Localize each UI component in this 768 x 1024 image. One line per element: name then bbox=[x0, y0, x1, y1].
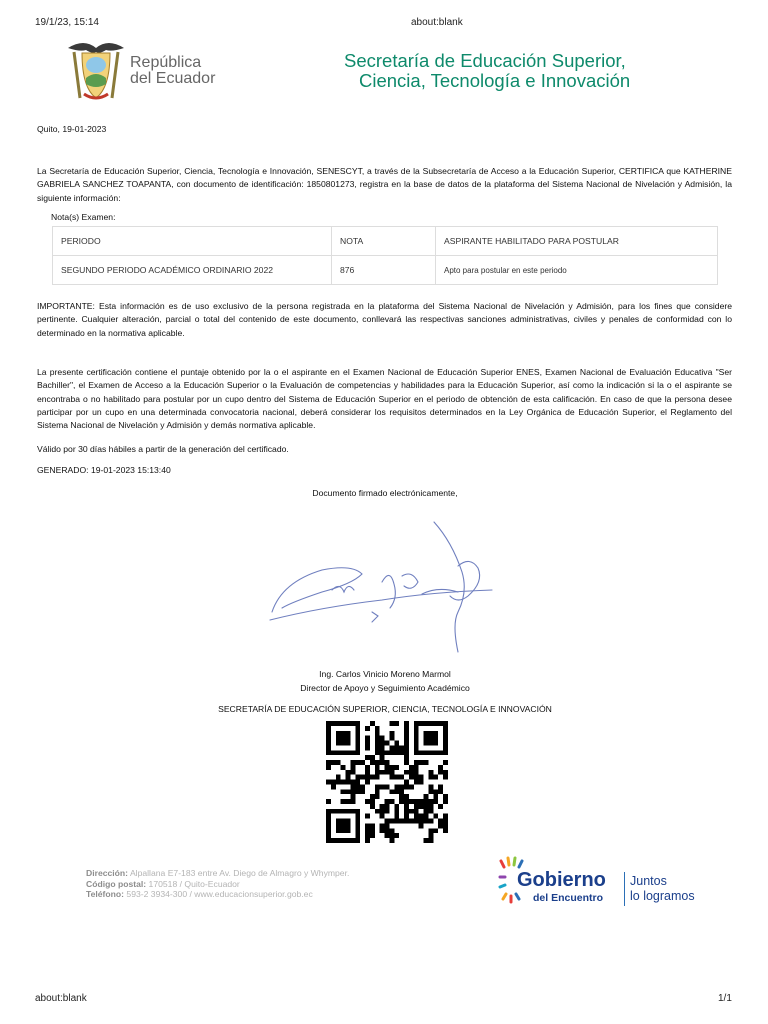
print-page-count: 1/1 bbox=[718, 993, 732, 1004]
institution-caps: SECRETARÍA DE EDUCACIÓN SUPERIOR, CIENCIA, TECNOLOGÍA E INNOVACIÓN bbox=[218, 704, 552, 714]
table-header-row bbox=[53, 227, 718, 256]
coat-of-arms-icon bbox=[62, 36, 130, 104]
postal-text: 170518 / Quito-Ecuador bbox=[146, 878, 240, 889]
encuentro-word: del Encuentro bbox=[533, 892, 604, 904]
signer-role: Director de Apoyo y Seguimiento Académico bbox=[300, 683, 470, 693]
important-paragraph: IMPORTANTE: Esta información es de uso exclusivo de la persona registrada en la plataforma del Sistema Nacional de Nivelación y Admisión, para los fines que considere pertinente. Cualquier alteración, parcial o total del contenido de este documento, conllevará las respectivas sanciones administrativas, civiles y penales de conformidad con lo determinado en la normativa aplicable. bbox=[37, 301, 732, 338]
signature-image bbox=[262, 512, 502, 662]
intro-paragraph: La Secretaría de Educación Superior, Ciencia, Tecnología e Innovación, SENESCYT, a través de la Subsecretaría de Acceso a la Educación Superior, CERTIFICA que KATHERINE GABRIELA SANCHEZ TOAPANTA, con documento de identificación: 1850801273, registra en la base de datos de la plataforma del Sistema Nacional de Nivelación y Admisión, la siguiente información: bbox=[37, 166, 732, 203]
logo-divider bbox=[624, 872, 625, 906]
qr-code-icon bbox=[326, 721, 448, 843]
place-date: Quito, 19-01-2023 bbox=[37, 124, 107, 134]
phone-text: 593-2 3934-300 / www.educacionsuperior.gob.ec bbox=[124, 889, 313, 899]
gobierno-word: Gobierno bbox=[517, 869, 606, 891]
table-header-cell: PERIODO bbox=[53, 227, 332, 256]
logo-republica-text: República del Ecuador bbox=[130, 54, 216, 87]
certification-paragraph: La presente certificación contiene el puntaje obtenido por la o el aspirante en el Examen Nacional de Educación Superior ENES, Examen Nacional de Evaluación Educativa "Ser Bachiller", el Examen de Acceso a la Educación Superior o la Evaluación de competencias y habilidades para la Educación Superior, así como la indicación si la o el aspirante se encontraba o no habilitado para postular por un cupo dentro del Sistema de Educación Superior en el periodo de obtención de esta calificación. En caso de que la persona desee participar por un cupo en una determinada convocatoria nacional, deberá considerar los requisitos determinados en la Ley Orgánica de Educación Superior, el Reglamento del Sistema Nacional de Nivelación y Admisión y demás normativa aplicable. bbox=[37, 367, 732, 431]
notes-label: Nota(s) Examen: bbox=[51, 212, 116, 222]
signed-note: Documento firmado electrónicamente, bbox=[312, 488, 458, 498]
footer-contact bbox=[86, 868, 349, 900]
table-header-cell: NOTA bbox=[332, 227, 436, 256]
notes-table bbox=[52, 226, 718, 285]
slogan: Juntos lo logramos bbox=[630, 874, 695, 903]
institution-title-line1: Secretaría de Educación Superior, bbox=[344, 50, 626, 71]
signer-name: Ing. Carlos Vinicio Moreno Marmol bbox=[319, 669, 451, 679]
table-cell-grade: 876 bbox=[332, 256, 436, 285]
table-row bbox=[53, 256, 718, 285]
address-text: Alpallana E7-183 entre Av. Diego de Almagro y Whymper. bbox=[128, 868, 350, 878]
table-header-cell: ASPIRANTE HABILITADO PARA POSTULAR bbox=[436, 227, 718, 256]
print-footer-url: about:blank bbox=[35, 993, 87, 1004]
address-label: Dirección: bbox=[86, 868, 129, 878]
validity-text: Válido por 30 días hábiles a partir de la generación del certificado. bbox=[37, 444, 289, 454]
table-cell-status: Apto para postular en este periodo bbox=[436, 256, 718, 285]
table-cell-period: SEGUNDO PERIODO ACADÉMICO ORDINARIO 2022 bbox=[53, 256, 332, 285]
institution-title-line2: Ciencia, Tecnología e Innovación bbox=[359, 70, 631, 91]
phone-label: Teléfono: bbox=[86, 889, 125, 899]
generated-timestamp: GENERADO: 19-01-2023 15:13:40 bbox=[37, 465, 171, 475]
print-datetime: 19/1/23, 15:14 bbox=[35, 17, 99, 28]
print-page-title: about:blank bbox=[411, 17, 463, 28]
institution-title bbox=[344, 51, 630, 91]
postal-label: Código postal: bbox=[86, 878, 147, 889]
